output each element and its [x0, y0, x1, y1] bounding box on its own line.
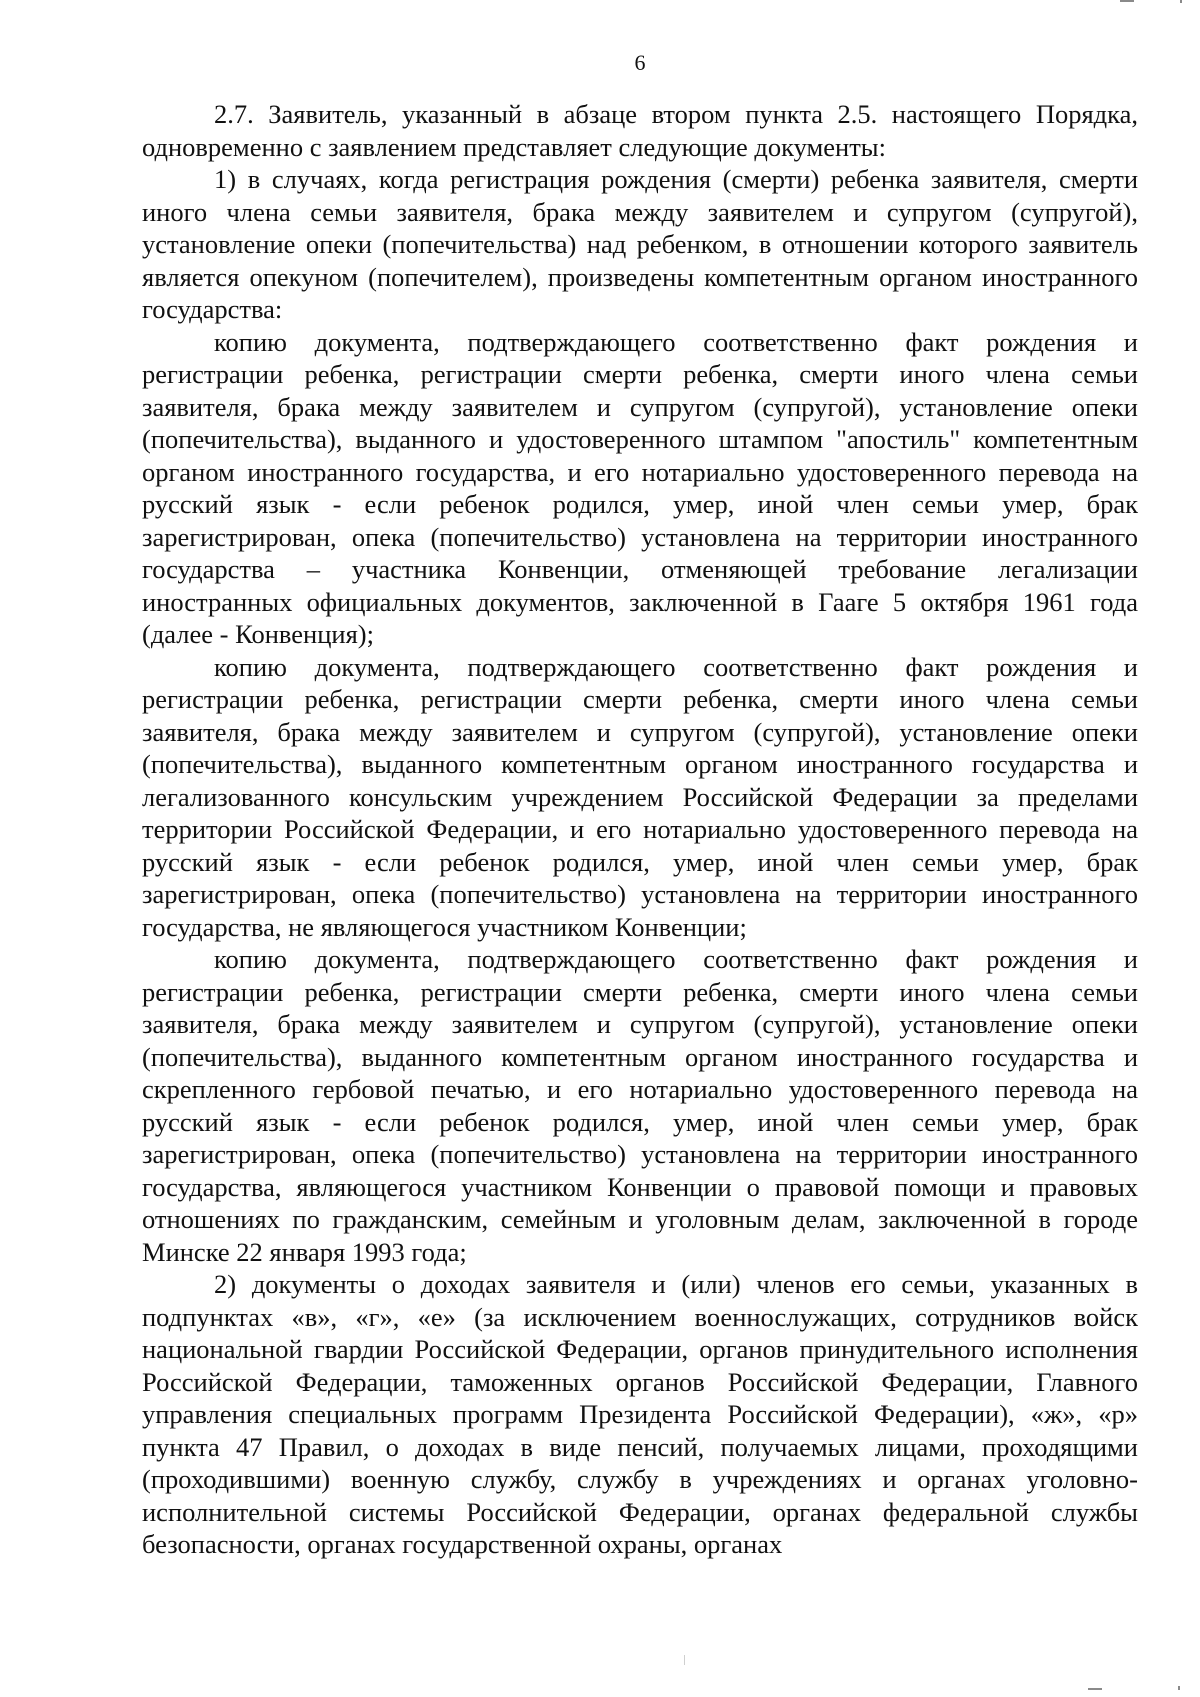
scan-artifact-bottom-right-2 — [1178, 1686, 1180, 1690]
paragraph-sealed-copy: копию документа, подтверждающего соответственно факт рождения и регистрации ребенка, регистрации смерти ребенка, смерти иного члена семьи заявителя, брака между заявителем и супругом (супругой), установление опеки (попечительства), выданного компетентным органом иностранного государства и скрепленного гербовой печатью, и его нотариально удостоверенного перевода на русский язык - если ребенок родился, умер, иной член семьи умер, брак зарегистрирован, опека (попечительство) установлена на территории иностранного государства, являющегося участником Конвенции о правовой помощи и правовых отношениях по гражданским, семейным и уголовным делам, заключенной в городе Минске 22 января 1993 года; — [142, 944, 1138, 1267]
page-number: 6 — [634, 50, 646, 75]
paragraph-item-2: 2) документы о доходах заявителя и (или) членов его семьи, указанных в подпунктах «в», «г», «е» (за исключением военнослужащих, сотрудников войск национальной гвардии Российской Федерации, органов принудительного исполнения Российской Федерации, таможенных органов Российской Федерации, Главного управления специальных программ Президента Российской Федерации), «ж», «р» пункта 47 Правил, о доходах в виде пенсий, получаемых лицами, проходящими (проходившими) военную службу, службу в учреждениях и органах уголовно-исполнительной системы Российской Федерации, органах федеральной службы безопасности, органах государственной охраны, органах — [142, 1269, 1138, 1559]
scan-artifact-top-right — [1120, 0, 1134, 2]
paragraph-legalized-copy: копию документа, подтверждающего соответственно факт рождения и регистрации ребенка, регистрации смерти ребенка, смерти иного члена семьи заявителя, брака между заявителем и супругом (супругой), установление опеки (попечительства), выданного компетентным органом иностранного государства и легализованного консульским учреждением Российской Федерации за пределами территории Российской Федерации, и его нотариально удостоверенного перевода на русский язык - если ребенок родился, умер, иной член семьи умер, брак зарегистрирован, опека (попечительство) установлена на территории иностранного государства, не являющегося участником Конвенции; — [142, 651, 1138, 942]
paragraph-2-7-intro: 2.7. Заявитель, указанный в абзаце втором пункта 2.5. настоящего Порядка, одновременно с заявлением представляет следующие документы: — [142, 99, 1138, 162]
paragraph-item-1: 1) в случаях, когда регистрация рождения (смерти) ребенка заявителя, смерти иного члена семьи заявителя, брака между заявителем и супругом (супругой), установление опеки (попечительства) над ребенком, в отношении которого заявитель является опекуном (попечителем), произведены компетентным органом иностранного государства: — [142, 164, 1138, 324]
scan-artifact-bottom-right — [1088, 1688, 1102, 1690]
scan-artifact-top-right-2 — [1180, 0, 1182, 3]
document-body — [142, 98, 1138, 1561]
paragraph-apostille-copy: копию документа, подтверждающего соответственно факт рождения и регистрации ребенка, регистрации смерти ребенка, смерти иного члена семьи заявителя, брака между заявителем и супругом (супругой), установление опеки (попечительства), выданного и удостоверенного штампом "апостиль" компетентным органом иностранного государства, и его нотариально удостоверенного перевода на русский язык - если ребенок родился, умер, иной член семьи умер, брак зарегистрирован, опека (попечительство) установлена на территории иностранного государства – участника Конвенции, отменяющей требование легализации иностранных официальных документов, заключенной в Гааге 5 октября 1961 года (далее - Конвенция); — [142, 326, 1138, 649]
scan-artifact-bottom-center — [684, 1655, 685, 1665]
